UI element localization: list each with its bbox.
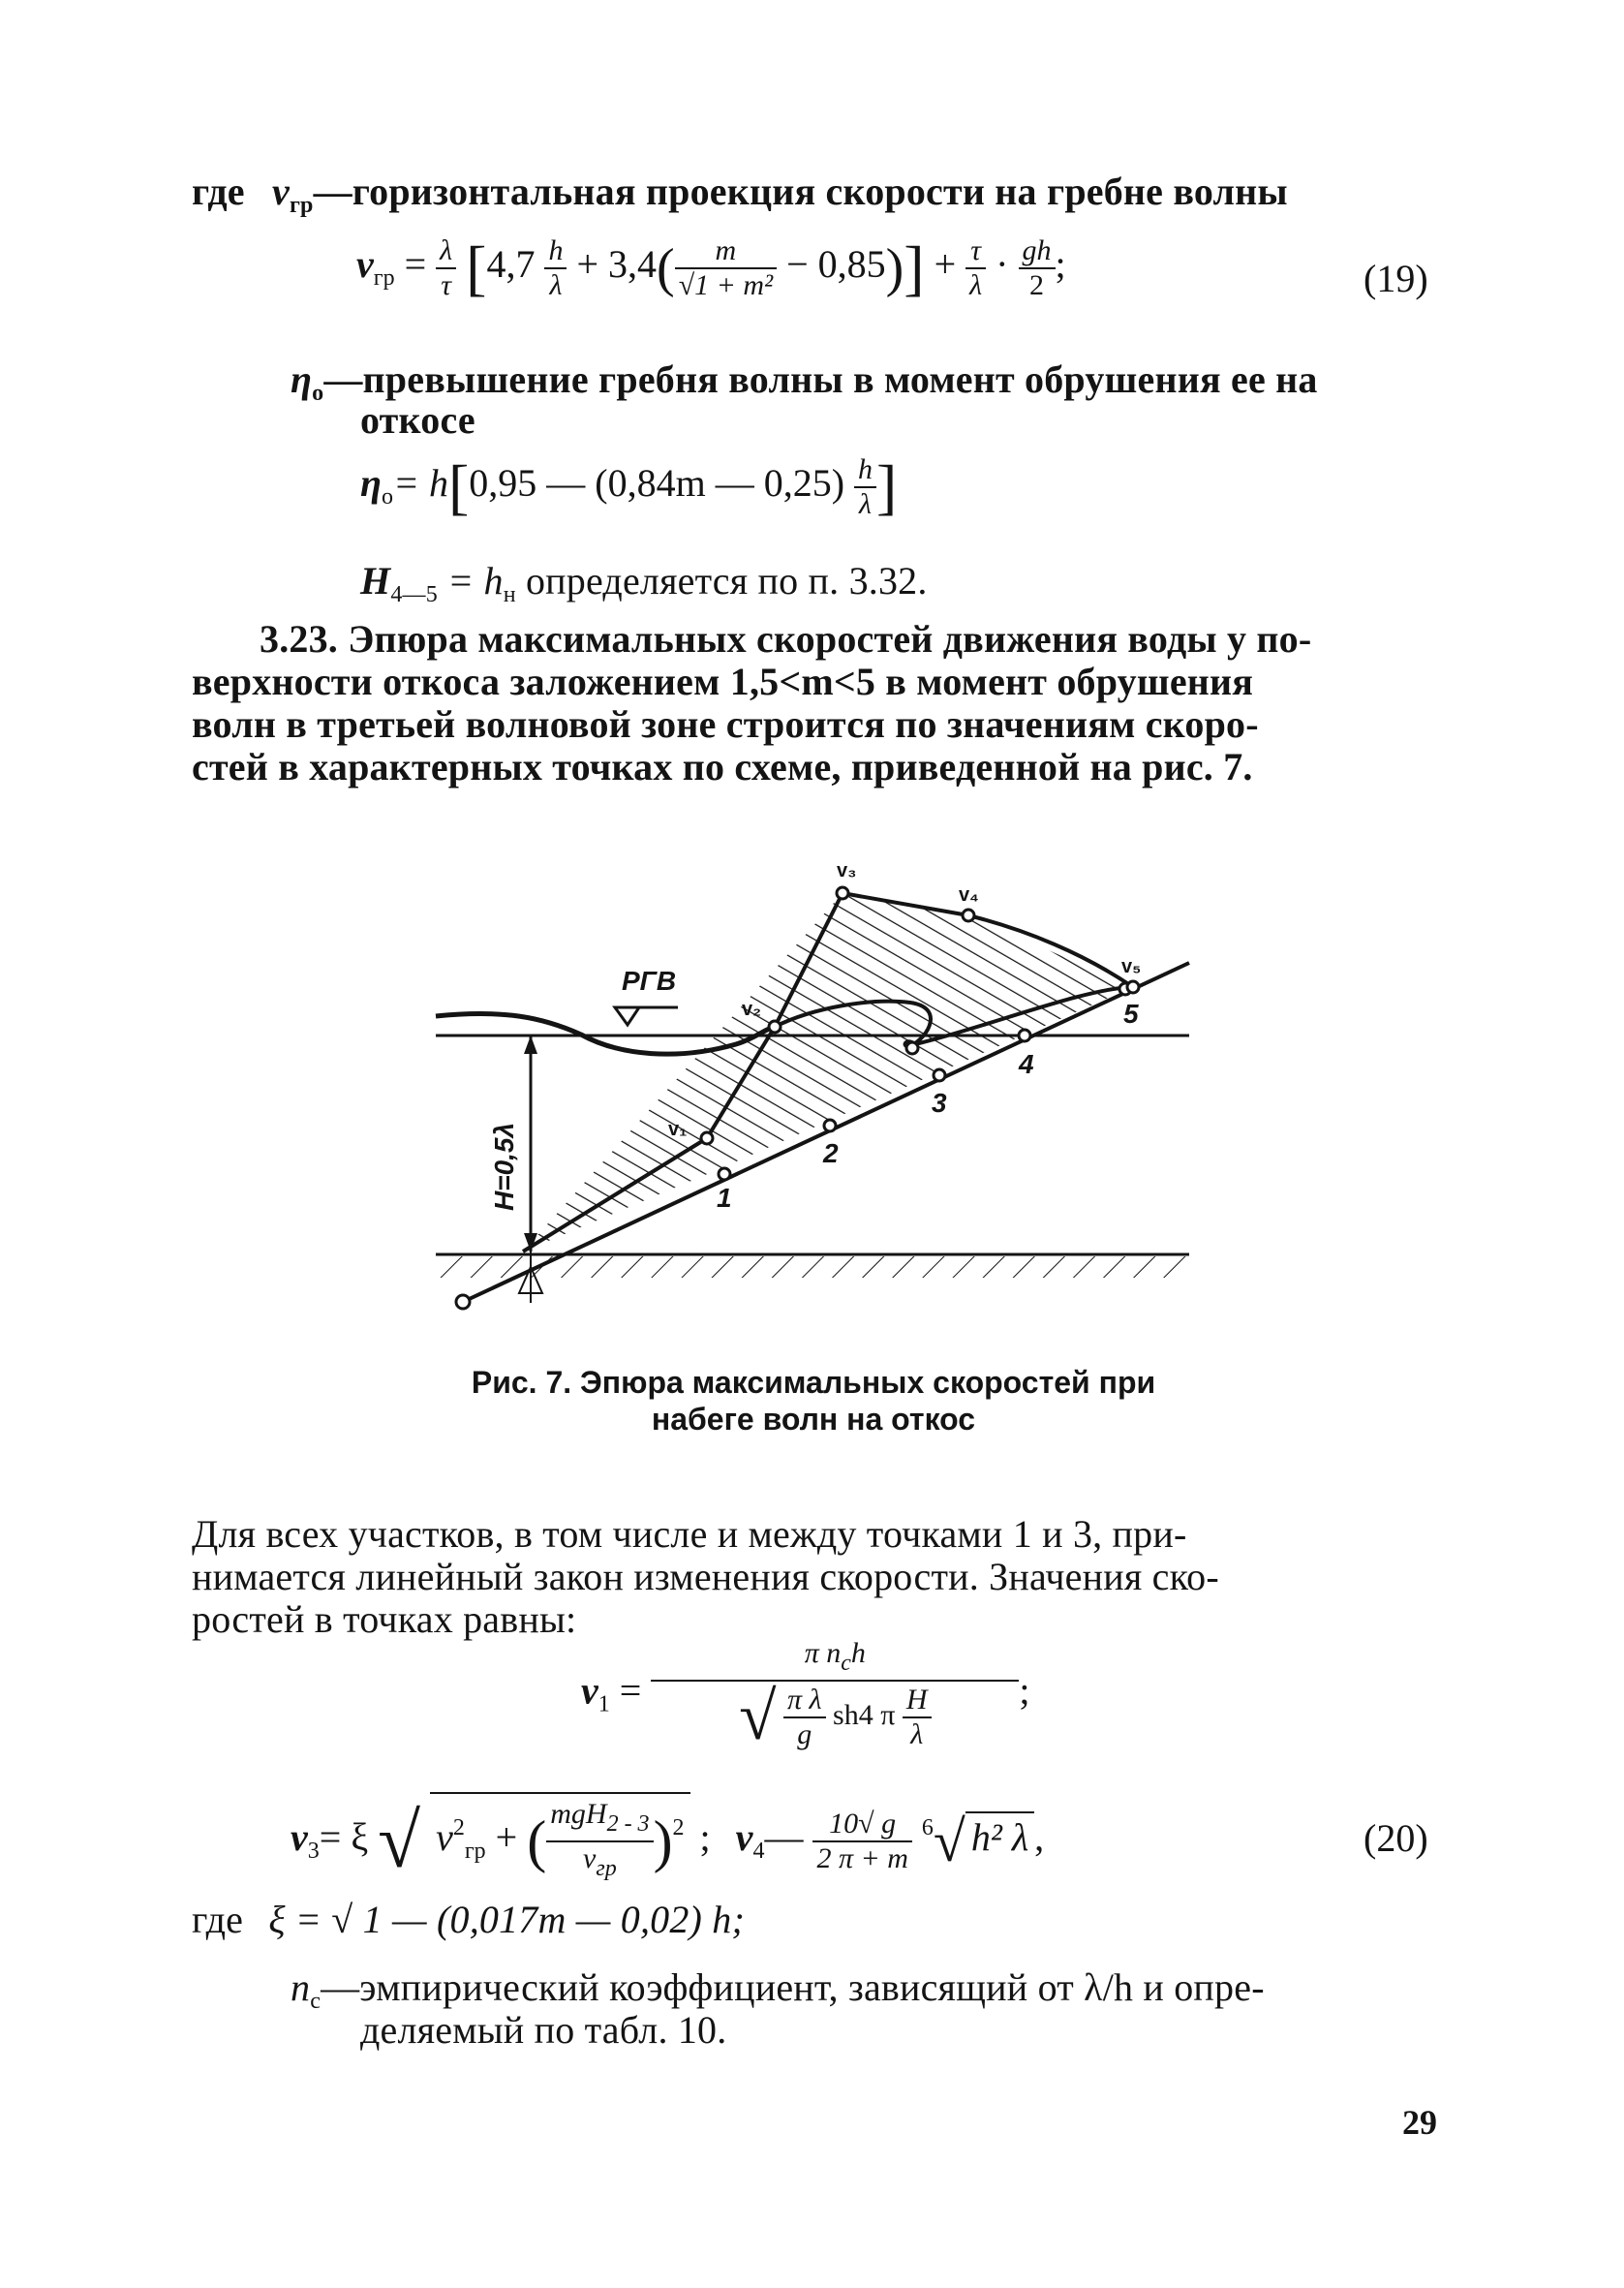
ground-hatch <box>436 1256 1189 1278</box>
label-v2: v₂ <box>742 999 762 1020</box>
eq19-part-b: + 3,4 <box>576 242 658 287</box>
equation-19: $v_{гр}$ = $\frac{\lambda}{\tau}$ [4,7 $\frac{h}{\lambda}$ + 3,4( $\frac{m}{\text{√1 + m²}}$ − 0,85)] + $\frac{\tau}{\lambda}$ · $\frac{gh}{2}$ ; <box>356 233 1066 302</box>
eq19-dot: · <box>996 242 1009 287</box>
eq19-part-c: − 0,85 <box>786 242 886 287</box>
para-after-line-3: ростей в точках равны: <box>192 1597 577 1641</box>
eta-desc-line1: $\eta_о—превышение$ гребня волны в момент обрушения ее на <box>291 357 1318 406</box>
nc-line-2: деляемый по табл. 10. <box>360 2008 727 2052</box>
eq19-frac4: $\frac{\tau}{\lambda}$ <box>965 234 986 302</box>
point-4 <box>1019 1030 1030 1041</box>
label-point-3: 3 <box>932 1088 947 1118</box>
eq19-lhs-sub: гр <box>373 265 395 292</box>
velocity-envelope <box>523 893 1133 1252</box>
node-v2 <box>769 1021 781 1033</box>
label-point-5: 5 <box>1123 999 1139 1029</box>
eq19-number: (19) <box>1364 257 1428 300</box>
node-v3 <box>837 887 848 899</box>
eq20-number: (20) <box>1364 1816 1428 1860</box>
nc-line-1: $n_с—эмпирический$ коэффициент, зависящий от λ/h и опре- <box>291 1965 1265 2014</box>
equation-20: $v_3= \xi$ √ $v^2_{гр}$ + ( $\frac{mgH_{2 - 3}}{v_{гр}}$ )$^2$ ; $v_4—$ $\frac{10√ g}{2 \pi + m}$ $^6$√ h² λ , <box>291 1792 1044 1885</box>
node-v4 <box>963 910 974 921</box>
rgv-marker <box>615 1007 639 1025</box>
label-v4: v₄ <box>959 884 979 906</box>
eta-desc-line2: откосе <box>360 398 475 442</box>
para-after-line-1: Для всех участков, в том числе и между точками 1 и 3, при- <box>192 1512 1187 1556</box>
page-number: 29 <box>1402 2103 1437 2142</box>
h45-line: $H_{4—5} = h_н$ определяется по п. 3.32. <box>360 559 928 607</box>
label-point-1: 1 <box>717 1183 732 1213</box>
intro-symbol-sub: гр <box>289 193 314 218</box>
eq19-frac5: $\frac{gh}{2}$ <box>1019 234 1056 302</box>
para323-line-2: верхности откоса заложением 1,5<m<5 в момент обрушения <box>192 660 1254 703</box>
node-v1 <box>701 1132 713 1144</box>
label-point-2: 2 <box>823 1138 839 1168</box>
intro-where: где <box>192 170 245 213</box>
point-2 <box>824 1120 836 1131</box>
point-3 <box>934 1069 945 1081</box>
eq19-semi: ; <box>1055 242 1066 287</box>
label-height: H=0,5λ <box>489 1122 519 1211</box>
node-v5 <box>1127 981 1139 993</box>
point-1 <box>719 1168 730 1180</box>
equation-v1: $v_1$ = π $n_сh$ √ $\frac{\text{π λ}}{g}$ sh4 π $\frac{H}{\lambda}$ ; <box>581 1637 1030 1755</box>
eq19-frac1: $\frac{\lambda}{\tau}$ <box>436 234 456 302</box>
label-rgv: РГВ <box>622 966 677 996</box>
label-v5: v₅ <box>1121 956 1142 977</box>
para323-line-4: стей в характерных точках по схеме, приведенной на рис. 7. <box>192 745 1253 788</box>
caption-line-2: набеге волн на откос <box>651 1402 976 1437</box>
para-after-line-2: нимается линейный закон изменения скорости. Значения ско- <box>192 1555 1219 1598</box>
label-v1: v₁ <box>668 1119 688 1140</box>
label-v3: v₃ <box>837 860 857 881</box>
label-point-4: 4 <box>1019 1049 1034 1079</box>
intro-symbol: v <box>271 170 290 213</box>
eq19-part-a: 4,7 <box>486 242 536 287</box>
caption-line-1: Рис. 7. Эпюра максимальных скоростей при <box>471 1365 1156 1400</box>
xi-line: где ξ = √ 1 — (0,017m — 0,02) h; <box>192 1898 745 1941</box>
figure-caption <box>407 1364 1220 1438</box>
eq19-frac2: $\frac{h}{\lambda}$ <box>544 234 567 302</box>
para323-line-3: волн в третьей волновой зоне строится по значениям скоро- <box>192 702 1259 746</box>
eq19-plus: + <box>934 242 957 287</box>
eq19-lhs: v <box>356 242 374 287</box>
eq19-frac3: $\frac{m}{\text{√1 + m²}}$ <box>675 234 777 302</box>
eta-formula: $\eta_о= h[0,95$ — (0,84m — 0,25) $\frac{h}{\lambda}$ ] <box>360 452 898 521</box>
para323-line-1: 3.23. Эпюра максимальных скоростей движения воды у по- <box>260 617 1312 661</box>
intro-text: —горизонтальная проекция скорости на гребне волны <box>313 170 1288 213</box>
